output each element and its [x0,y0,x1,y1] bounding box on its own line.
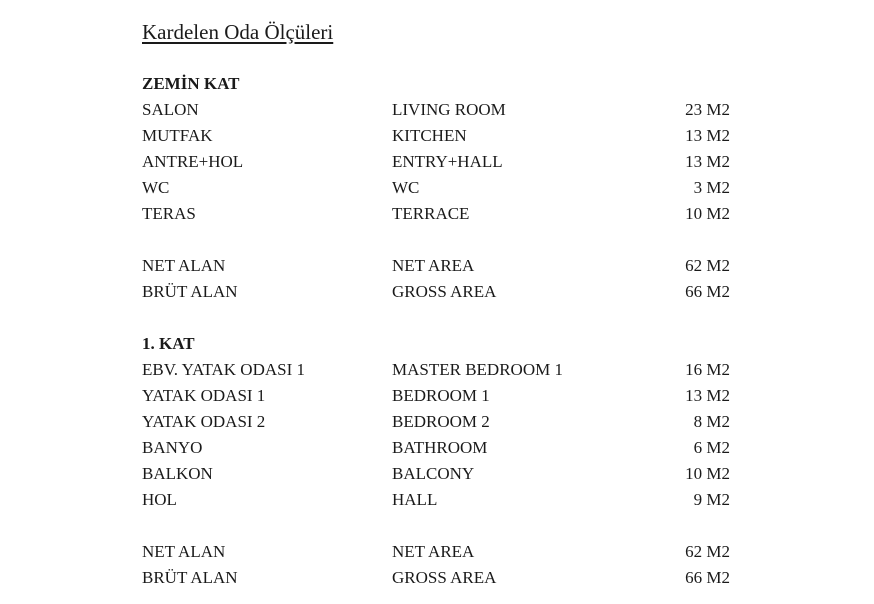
room-row [142,123,742,149]
room-row [142,383,742,409]
room-row [142,435,742,461]
room-name-tr: YATAK ODASI 1 [142,386,266,405]
room-name-en: BALCONY [392,464,475,483]
section-heading: 1. KAT [142,334,195,353]
room-name-tr: HOL [142,490,177,509]
section-heading: ZEMİN KAT [142,74,240,93]
room-row [142,487,742,513]
gross-area-label-tr: BRÜT ALAN [142,282,238,301]
room-name-tr: BANYO [142,438,203,457]
spacer [142,513,742,539]
gross-area-label-en: GROSS AREA [392,568,497,587]
room-name-en: BEDROOM 1 [392,386,490,405]
room-row [142,409,742,435]
room-name-tr: EBV. YATAK ODASI 1 [142,360,305,379]
room-area: 3 M2 [693,178,730,197]
room-area: 16 M2 [685,360,730,379]
document [142,18,742,591]
net-area-value: 62 M2 [685,542,730,561]
room-name-tr: WC [142,178,170,197]
gross-area-row [142,279,742,305]
gross-area-label-tr: BRÜT ALAN [142,568,238,587]
room-name-en: ENTRY+HALL [392,152,503,171]
net-area-label-en: NET AREA [392,256,475,275]
room-row [142,461,742,487]
gross-area-value: 66 M2 [685,282,730,301]
net-area-value: 62 M2 [685,256,730,275]
net-area-label-tr: NET ALAN [142,256,226,275]
room-name-tr: SALON [142,100,199,119]
net-area-row [142,539,742,565]
room-name-tr: ANTRE+HOL [142,152,244,171]
room-area: 10 M2 [685,204,730,223]
room-area: 10 M2 [685,464,730,483]
room-name-tr: MUTFAK [142,126,213,145]
room-name-tr: YATAK ODASI 2 [142,412,266,431]
net-area-label-en: NET AREA [392,542,475,561]
room-name-en: WC [392,178,420,197]
room-name-tr: BALKON [142,464,213,483]
room-name-en: LIVING ROOM [392,100,506,119]
room-name-tr: TERAS [142,204,196,223]
room-name-en: MASTER BEDROOM 1 [392,360,563,379]
room-name-en: BATHROOM [392,438,488,457]
room-area: 8 M2 [693,412,730,431]
net-area-label-tr: NET ALAN [142,542,226,561]
room-area: 13 M2 [685,126,730,145]
gross-area-value: 66 M2 [685,568,730,587]
net-area-row [142,253,742,279]
room-row [142,357,742,383]
first-floor-section [142,331,742,591]
room-row [142,149,742,175]
room-area: 6 M2 [693,438,730,457]
room-name-en: HALL [392,490,438,509]
ground-floor-section [142,71,742,305]
room-row [142,201,742,227]
room-name-en: KITCHEN [392,126,467,145]
room-area: 13 M2 [685,152,730,171]
spacer [142,305,742,331]
room-row [142,175,742,201]
gross-area-label-en: GROSS AREA [392,282,497,301]
document-title: Kardelen Oda Ölçüleri [142,20,334,44]
spacer [142,227,742,253]
room-area: 9 M2 [693,490,730,509]
room-area: 13 M2 [685,386,730,405]
room-area: 23 M2 [685,100,730,119]
room-row [142,97,742,123]
room-name-en: BEDROOM 2 [392,412,490,431]
gross-area-row [142,565,742,591]
room-name-en: TERRACE [392,204,470,223]
